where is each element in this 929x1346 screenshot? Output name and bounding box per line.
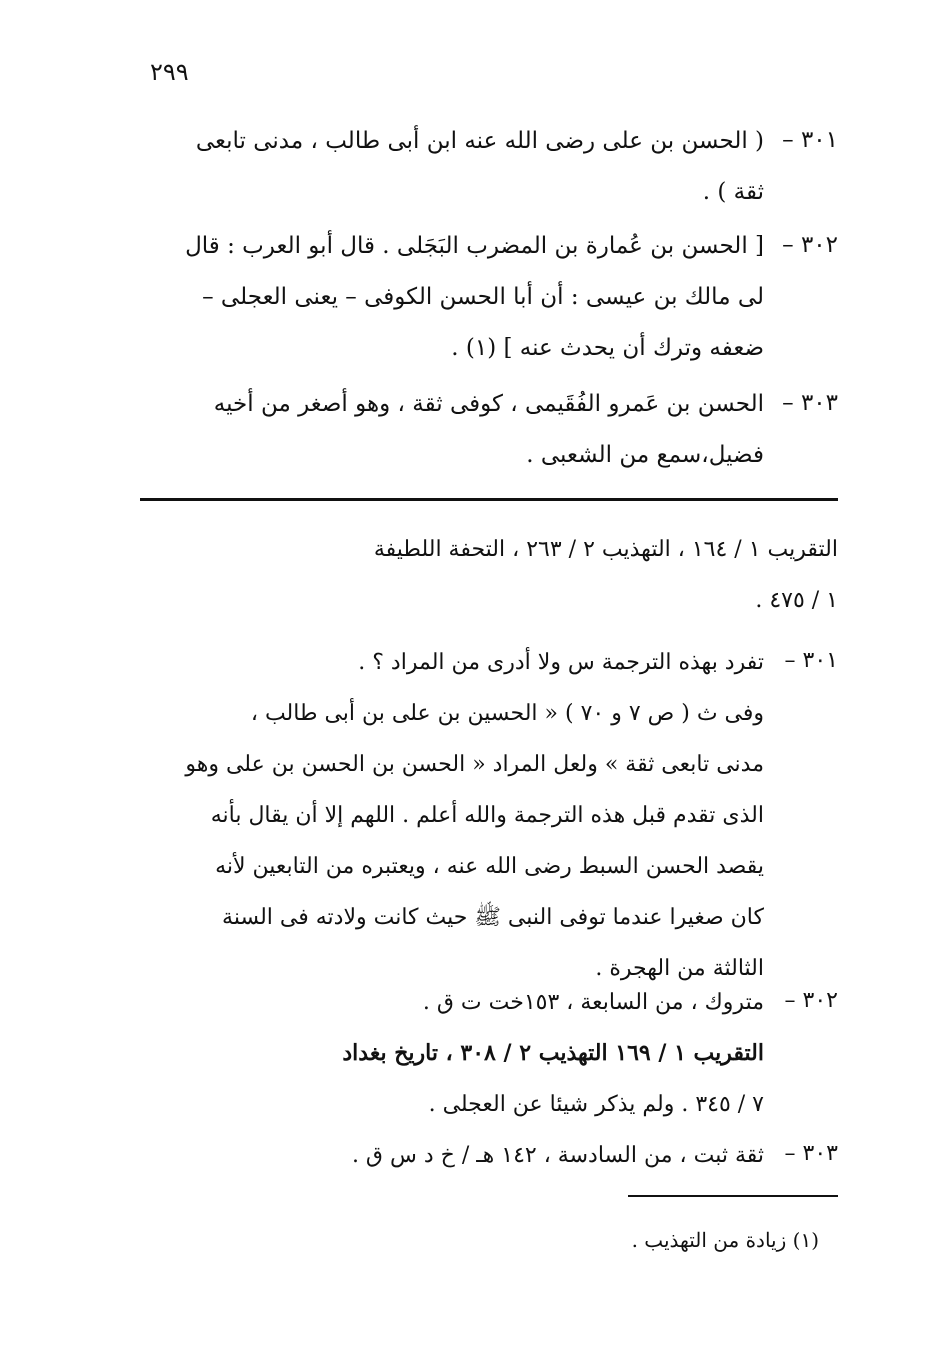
- note-line: تفرد بهذه الترجمة س ولا أدرى من المراد ؟ .: [358, 650, 764, 675]
- note-line: الثالثة من الهجرة .: [595, 956, 764, 981]
- section-divider: [140, 498, 838, 501]
- note-line: مدنى تابعى ثقة » ولعل المراد « الحسن بن الحسن بن على وهو: [185, 752, 764, 777]
- entry-line: لى مالك بن عيسى : أن أبا الحسن الكوفى – يعنى العجلى –: [202, 284, 764, 310]
- entry-line: ثقة ) .: [702, 179, 764, 205]
- entry-line: [ الحسن بن عُمارة بن المضرب البَجَلى . قال أبو العرب : قال: [185, 233, 764, 259]
- entry-302: [74, 221, 764, 374]
- entry-line: الحسن بن عَمرو الفُقَيمى ، كوفى ثقة ، وهو أصغر من أخيه: [213, 391, 764, 417]
- note-line: ٧ / ٣٤٥ . ولم يذكر شيئا عن العجلى .: [428, 1092, 764, 1117]
- note-line: ثقة ثبت ، من السادسة ، ١٤٢ هـ / خ د س ق .: [351, 1143, 764, 1168]
- page-number: ٢٩٩: [150, 58, 189, 86]
- note-number: ٣٠٢ –: [784, 988, 838, 1013]
- entry-line: ضعفه وترك أن يحدث عنه ] (١) .: [451, 335, 764, 361]
- note-line: كان صغيرا عندما توفى النبى ﷺ حيث كانت ولادته فى السنة: [222, 905, 764, 930]
- note-301: [74, 637, 764, 994]
- note-line: وفى ث ( ص ٧ و ٧٠ ) « الحسين بن على بن أبى طالب ،: [250, 701, 764, 726]
- footnote-divider: [628, 1195, 838, 1197]
- note-line: ١ / ٤٧٥ .: [755, 588, 838, 613]
- note-line: التقريب ١ / ١٦٩ التهذيب ٢ / ٣٠٨ ، تاريخ بغداد: [342, 1040, 764, 1066]
- entry-number: ٣٠١ –: [782, 127, 838, 153]
- entry-line: ( الحسن بن على رضى الله عنه ابن أبى طالب ، مدنى تابعى: [195, 128, 764, 154]
- note-line: يقصد الحسن السبط رضى الله عنه ، ويعتبره من التابعين لأنه: [215, 854, 764, 879]
- note-number: ٣٠١ –: [784, 648, 838, 673]
- footnote: (١) زيادة من التهذيب .: [631, 1228, 819, 1252]
- entry-line: فضيل،سمع من الشعبى .: [526, 442, 764, 468]
- entry-number: ٣٠٣ –: [782, 390, 838, 416]
- note-303: [74, 1130, 764, 1181]
- note-line: التقريب ١ / ١٦٤ ، التهذيب ٢ / ٢٦٣ ، التحفة اللطيفة: [373, 537, 838, 562]
- notes-intro: [78, 524, 838, 626]
- note-line: الذى تقدم قبل هذه الترجمة والله أعلم . اللهم إلا أن يقال بأنه: [210, 803, 764, 828]
- note-number: ٣٠٣ –: [784, 1141, 838, 1166]
- entry-number: ٣٠٢ –: [782, 232, 838, 258]
- note-line: متروك ، من السابعة ، ١٥٣خت ت ق .: [422, 990, 764, 1015]
- entry-303: [74, 379, 764, 481]
- entry-301: [74, 116, 764, 218]
- note-302: [74, 977, 764, 1130]
